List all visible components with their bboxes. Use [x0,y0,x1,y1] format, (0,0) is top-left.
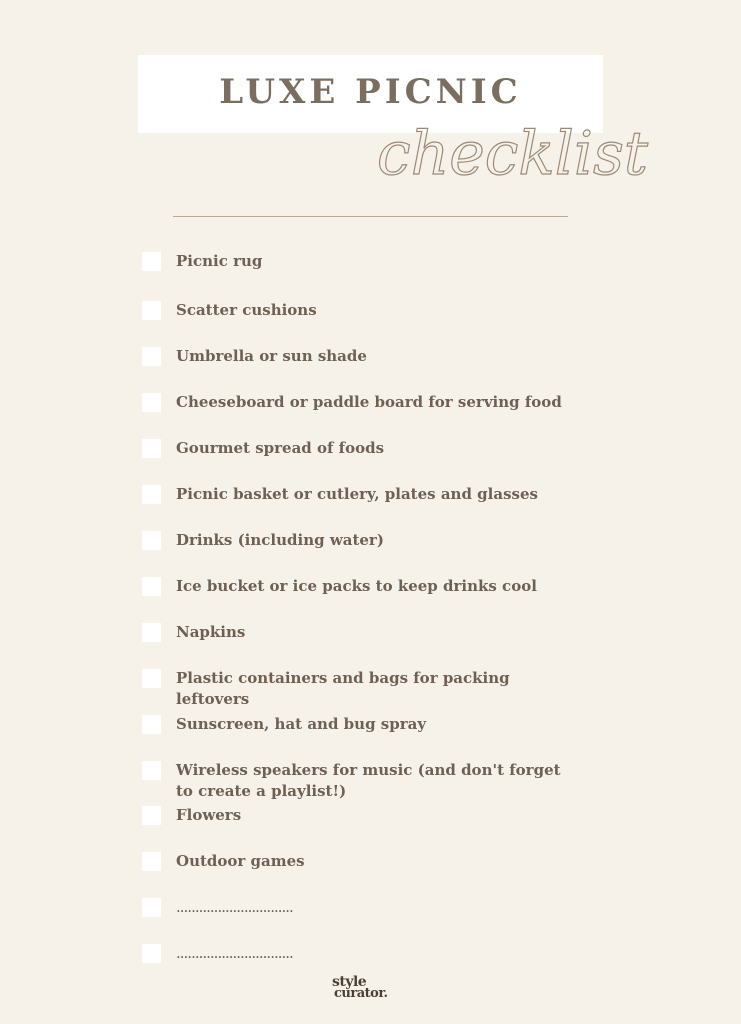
checkbox[interactable] [142,485,161,504]
checkbox[interactable] [142,944,161,963]
checkbox[interactable] [142,577,161,596]
item-label: Picnic basket or cutlery, plates and glasses [176,485,538,503]
checklist-item-scatter-cushions[interactable] [142,300,582,321]
page-title: LUXE PICNIC [219,72,522,112]
checkbox[interactable] [142,806,161,825]
checkbox[interactable] [142,531,161,550]
checklist-item-cheeseboard[interactable] [142,392,582,413]
blank-line: ............................... [176,898,293,916]
item-label: Drinks (including water) [176,531,384,549]
checkbox[interactable] [142,252,161,271]
checklist-item-picnic-rug[interactable] [142,251,582,272]
checklist-item-blank-2[interactable] [142,943,582,964]
checklist-item-plastic-containers[interactable] [142,668,582,710]
checklist-item-wireless-speakers[interactable] [142,760,562,802]
item-label: Ice bucket or ice packs to keep drinks cool [176,577,537,595]
header-divider [173,216,568,217]
item-label: Scatter cushions [176,301,317,319]
checklist-item-napkins[interactable] [142,622,582,643]
item-label: Cheeseboard or paddle board for serving food [176,393,562,411]
checkbox[interactable] [142,623,161,642]
checkbox[interactable] [142,347,161,366]
checklist-item-sunscreen[interactable] [142,714,582,735]
checkbox[interactable] [142,301,161,320]
checklist-item-picnic-basket[interactable] [142,484,582,505]
checklist-script-heading [375,112,648,197]
item-label: Wireless speakers for music (and don't forget to create a playlist!) [176,761,561,800]
logo-line-1: style [332,974,367,990]
item-label: Umbrella or sun shade [176,347,367,365]
checkbox[interactable] [142,761,161,780]
checkbox[interactable] [142,898,161,917]
item-label: Flowers [176,806,242,824]
checklist-item-drinks[interactable] [142,530,582,551]
style-curator-logo [330,974,410,1006]
checklist-item-ice-bucket[interactable] [142,576,582,597]
logo-line-2: curator. [334,986,388,1001]
item-label: Outdoor games [176,852,305,870]
checkbox[interactable] [142,669,161,688]
item-label: Gourmet spread of foods [176,439,385,457]
checkbox[interactable] [142,715,161,734]
checkbox[interactable] [142,439,161,458]
item-label: Plastic containers and bags for packing leftovers [176,669,510,708]
checklist-item-flowers[interactable] [142,805,582,826]
checklist-item-umbrella[interactable] [142,346,582,367]
item-label: Sunscreen, hat and bug spray [176,715,427,733]
checklist-item-blank-1[interactable] [142,897,582,918]
checklist-item-gourmet-spread[interactable] [142,438,582,459]
item-label: Picnic rug [176,252,263,270]
blank-line: ............................... [176,944,293,962]
checklist-script-word: checklist [377,119,648,189]
checklist-item-outdoor-games[interactable] [142,851,582,872]
checkbox[interactable] [142,393,161,412]
item-label: Napkins [176,623,246,641]
checkbox[interactable] [142,852,161,871]
